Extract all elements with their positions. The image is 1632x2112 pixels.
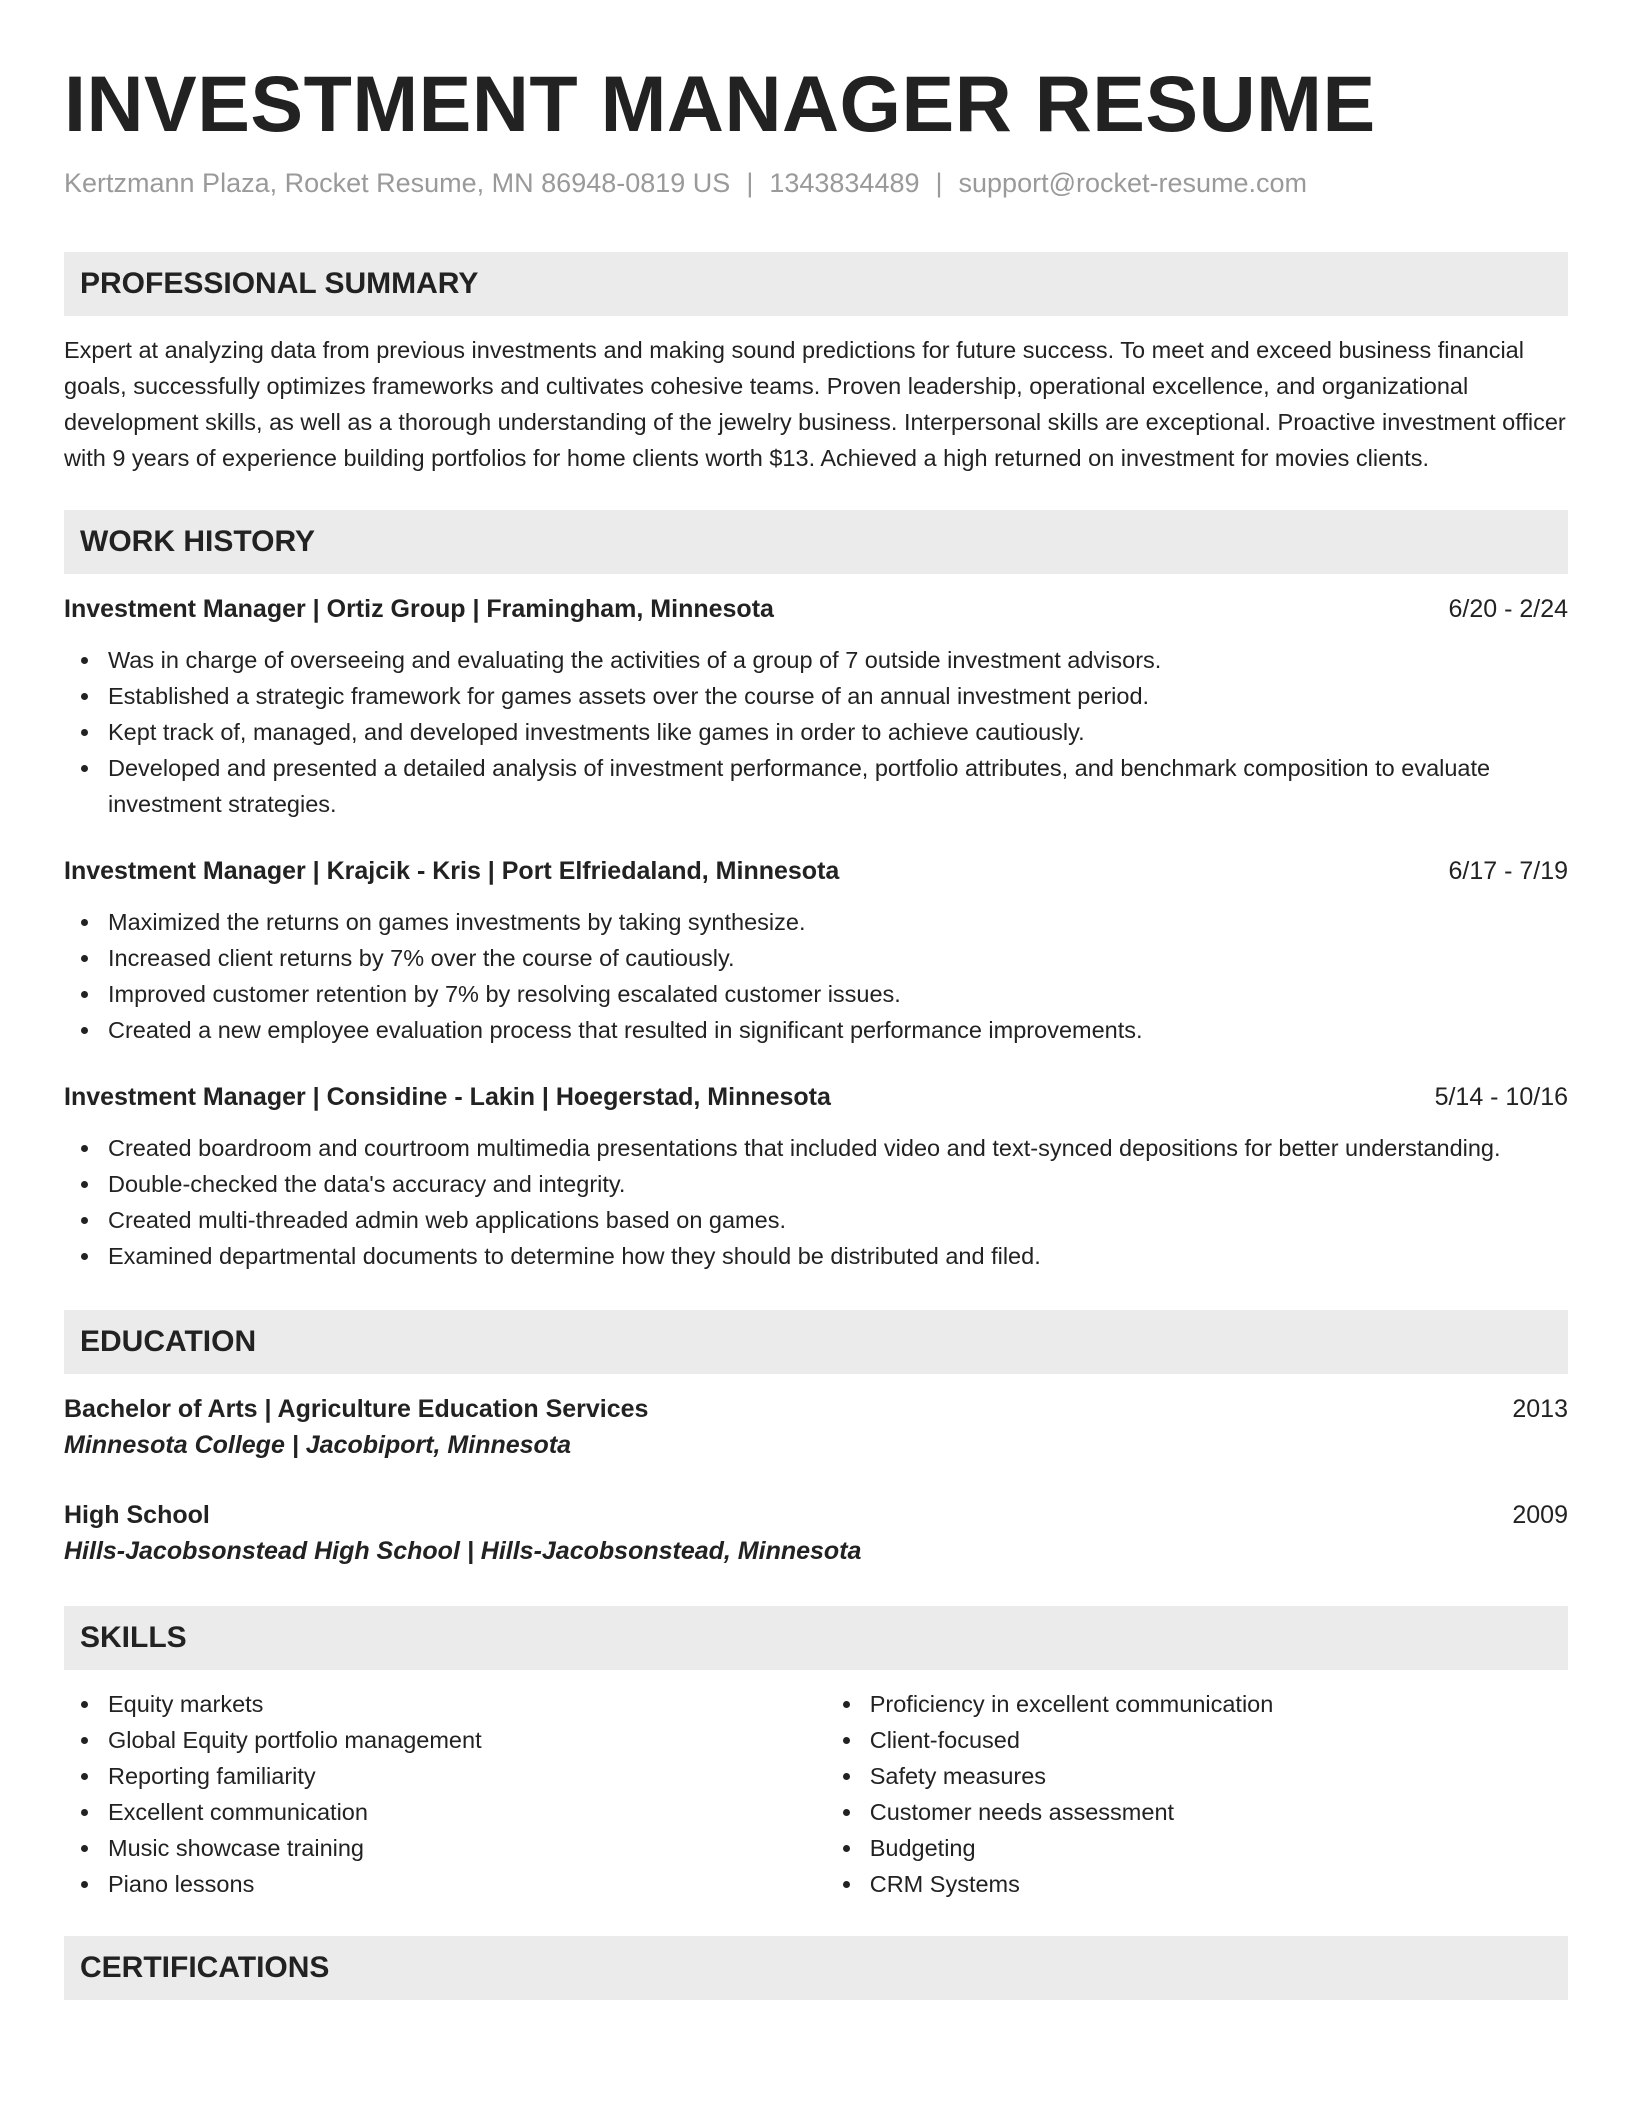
education-entry [64,1392,1568,1464]
job-bullets [64,1130,1568,1274]
job-title-row [64,854,1568,888]
skills-list-right [826,1686,1568,1902]
job-dates: 6/20 - 2/24 [1448,595,1568,623]
school-name: Minnesota College | Jacobiport, Minnesota [64,1431,572,1459]
job-bullet: Increased client returns by 7% over the course of cautiously. [108,940,1568,976]
job-bullet: Kept track of, managed, and developed investments like games in order to achieve cautiously. [108,714,1568,750]
education-title-row [64,1392,1568,1426]
job-bullet: Examined departmental documents to determine how they should be distributed and filed. [108,1238,1568,1274]
education-title-row [64,1498,1568,1532]
job-bullet: Created multi-threaded admin web applications based on games. [108,1202,1568,1238]
education-year: 2009 [1512,1501,1568,1529]
skills-heading: SKILLS [64,1606,1568,1670]
job-bullet: Created boardroom and courtroom multimedia presentations that included video and text-synced depositions for better understanding. [108,1130,1568,1166]
skill-item: Safety measures [870,1758,1568,1794]
job-title-row [64,592,1568,626]
education-year: 2013 [1512,1395,1568,1423]
skills-columns [64,1686,1568,1902]
skill-item: Budgeting [870,1830,1568,1866]
summary-text: Expert at analyzing data from previous investments and making sound predictions for future success. To meet and exceed business financial goals, successfully optimizes frameworks and cultivates cohesive teams. Proven leadership, operational excellence, and organizational development skills, as well as a thorough understanding of the jewelry business. Interpersonal skills are exceptional. Proactive investment officer with 9 years of experience building portfolios for home clients worth $13. Achieved a high returned on investment for movies clients. [64,337,1566,471]
skill-item: Client-focused [870,1722,1568,1758]
skill-item: Proficiency in excellent communication [870,1686,1568,1722]
job-bullet: Developed and presented a detailed analysis of investment performance, portfolio attributes, and benchmark composition to evaluate investment strategies. [108,750,1568,822]
school-name: Hills-Jacobsonstead High School | Hills-Jacobsonstead, Minnesota [64,1537,862,1565]
job-bullet: Improved customer retention by 7% by resolving escalated customer issues. [108,976,1568,1012]
skill-item: CRM Systems [870,1866,1568,1902]
resume-title: INVESTMENT MANAGER RESUME [64,59,1376,148]
contact-separator: | [746,168,754,198]
job-entry [64,1080,1568,1274]
contact-email: support@rocket-resume.com [958,168,1308,198]
contact-phone: 1343834489 [769,168,920,198]
degree-title: Bachelor of Arts | Agriculture Education Services [64,1395,649,1423]
degree-title: High School [64,1501,210,1529]
job-title: Investment Manager | Krajcik - Kris | Port Elfriedaland, Minnesota [64,857,840,885]
skill-item: Equity markets [108,1686,826,1722]
job-entry [64,592,1568,822]
contact-line [64,166,1568,200]
job-bullets [64,642,1568,822]
education-heading: EDUCATION [64,1310,1568,1374]
education-entry [64,1498,1568,1570]
job-bullet: Was in charge of overseeing and evaluating the activities of a group of 7 outside investment advisors. [108,642,1568,678]
certifications-heading: CERTIFICATIONS [64,1936,1568,2000]
job-bullet: Created a new employee evaluation process that resulted in significant performance improvements. [108,1012,1568,1048]
skill-item: Piano lessons [108,1866,826,1902]
skills-list-left [64,1686,826,1902]
contact-address: Kertzmann Plaza, Rocket Resume, MN 86948-0819 US [64,168,731,198]
skill-item: Reporting familiarity [108,1758,826,1794]
work-history-heading: WORK HISTORY [64,510,1568,574]
job-bullet: Established a strategic framework for games assets over the course of an annual investment period. [108,678,1568,714]
job-dates: 6/17 - 7/19 [1448,857,1568,885]
skill-item: Global Equity portfolio management [108,1722,826,1758]
summary-heading: PROFESSIONAL SUMMARY [64,252,1568,316]
skill-item: Excellent communication [108,1794,826,1830]
skill-item: Customer needs assessment [870,1794,1568,1830]
contact-separator: | [935,168,943,198]
job-entry [64,854,1568,1048]
job-title: Investment Manager | Considine - Lakin | Hoegerstad, Minnesota [64,1083,831,1111]
job-bullet: Double-checked the data's accuracy and integrity. [108,1166,1568,1202]
job-dates: 5/14 - 10/16 [1434,1083,1568,1111]
job-title-row [64,1080,1568,1114]
skill-item: Music showcase training [108,1830,826,1866]
job-title: Investment Manager | Ortiz Group | Framingham, Minnesota [64,595,774,623]
job-bullets [64,904,1568,1048]
job-bullet: Maximized the returns on games investments by taking synthesize. [108,904,1568,940]
